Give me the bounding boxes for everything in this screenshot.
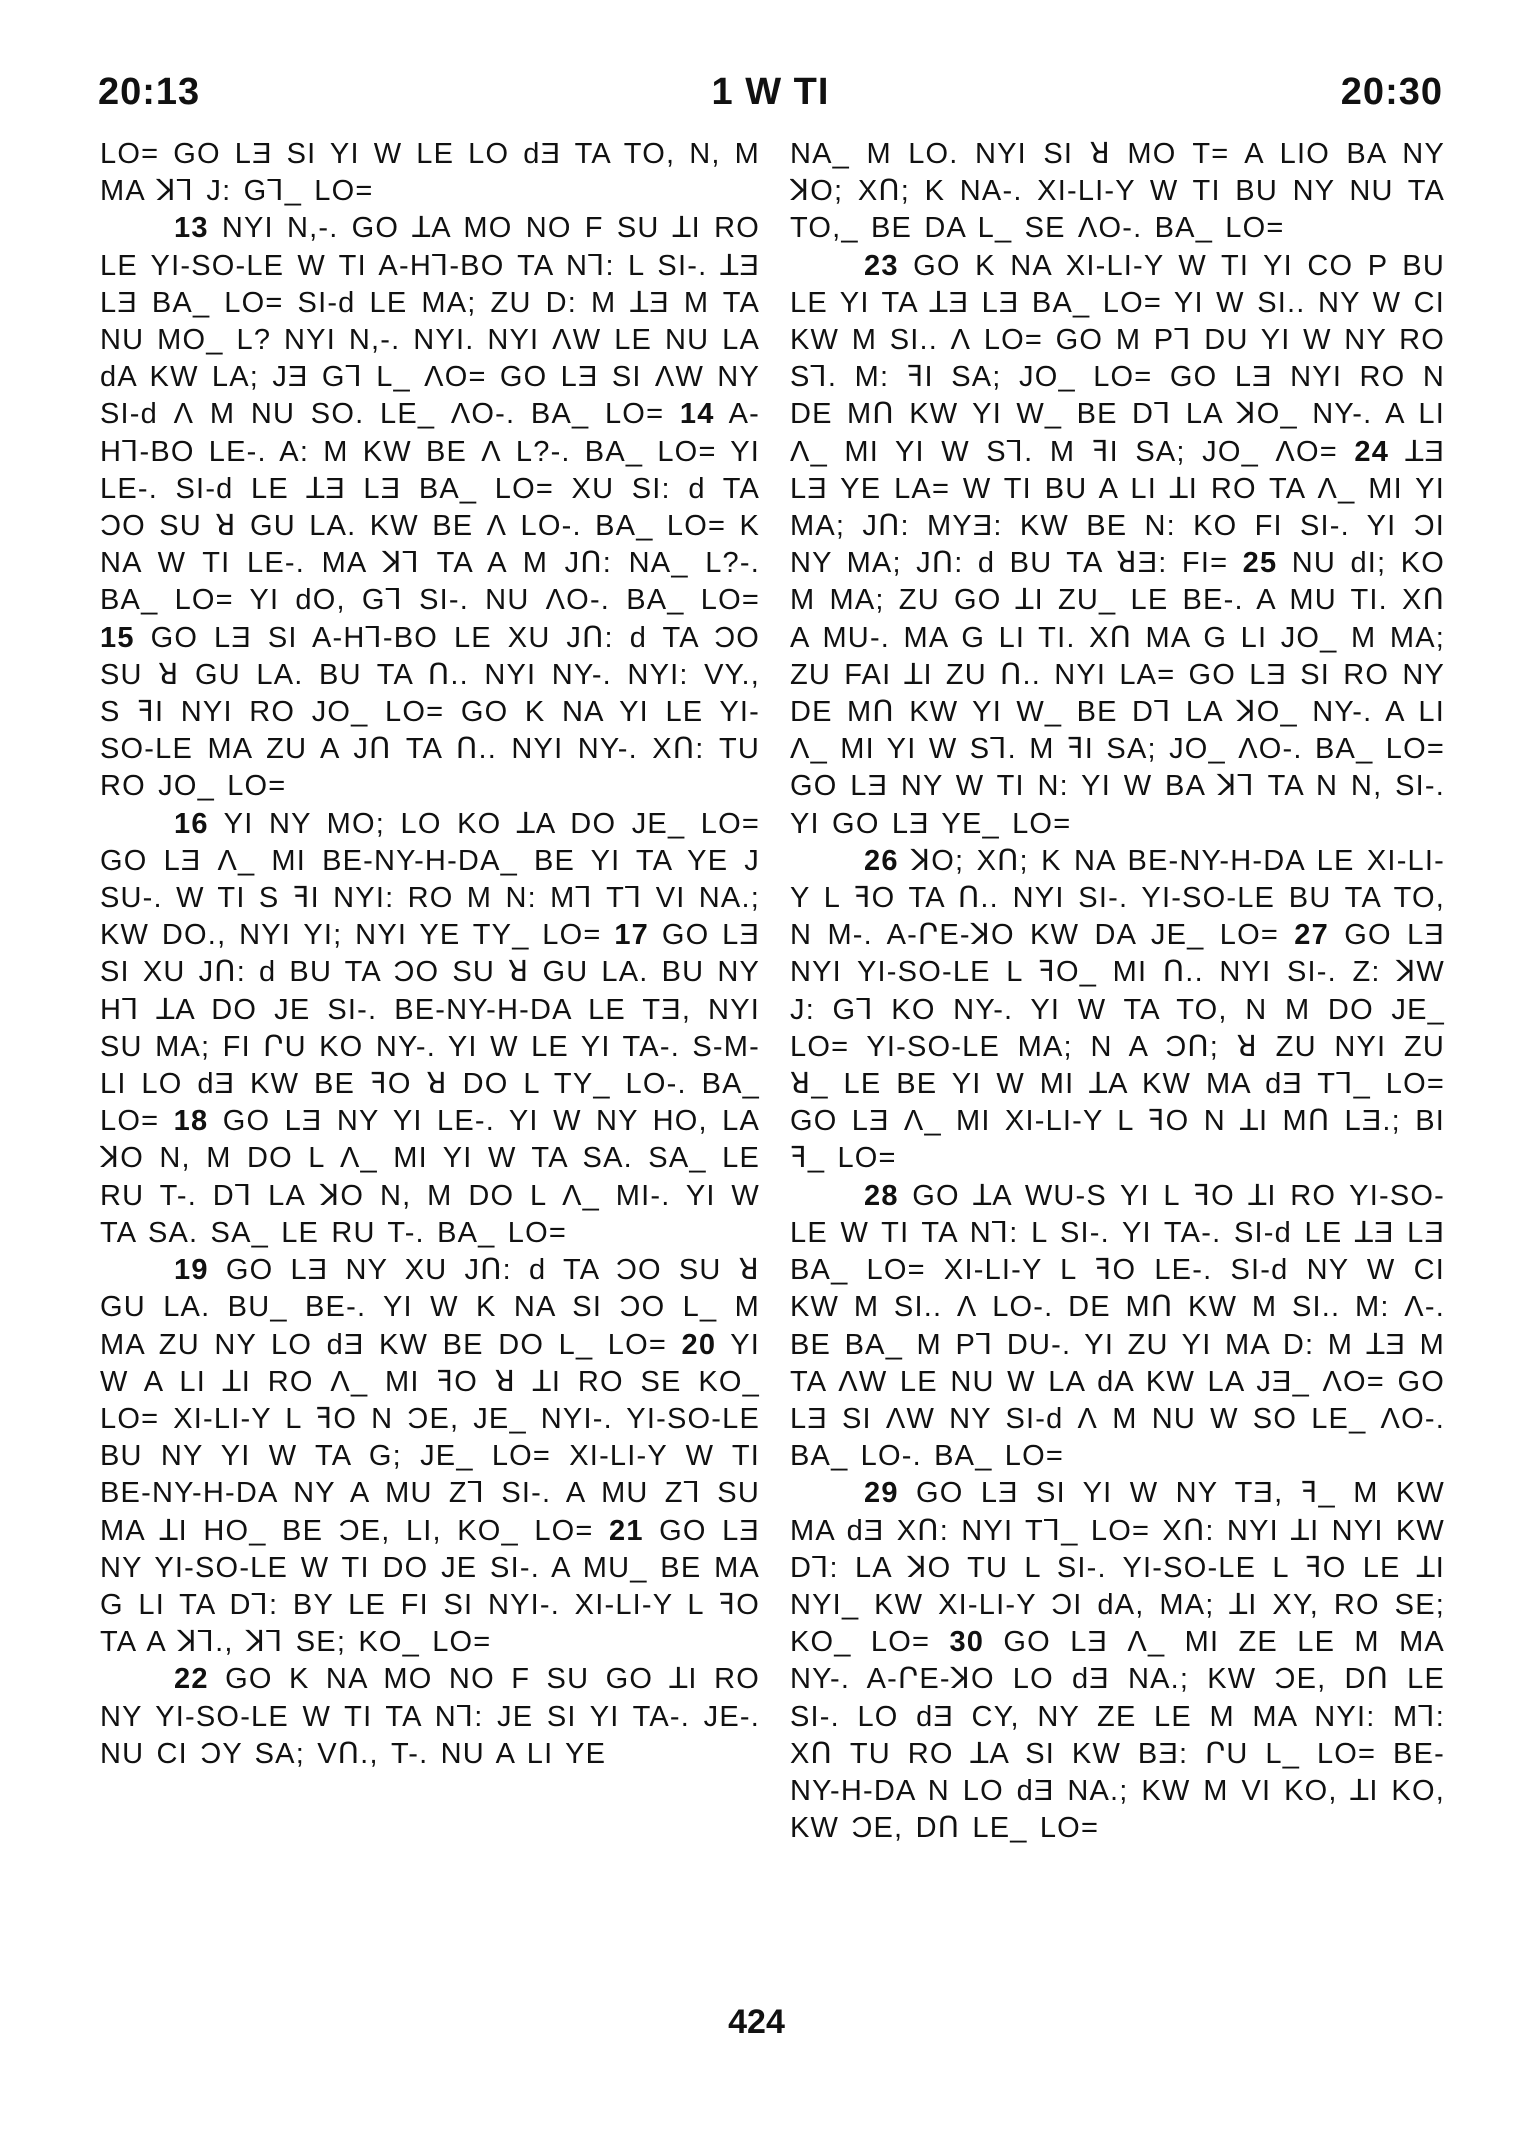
paragraph [790, 136, 1445, 248]
verse-text: GO LƎ SI XU JՈ: d BU TA ƆO SU ꓤ GU LA. BU NY Hꓶ ꓕA DO JE SI-. BE-NY-H-DA LE TƎ, NYI SU MA; FI ՐU KO NY-. YI W LE YI TA-. S-M-LI LO dƎ KW BE ꟻO ꓤ DO L TY_ LO-. BA_ LO= [100, 919, 760, 1138]
paragraph [100, 1252, 760, 1661]
running-header [98, 62, 1443, 122]
verse-number: 26 [864, 844, 899, 877]
verse-number: 23 [864, 249, 899, 282]
verse-number: 29 [864, 1477, 899, 1510]
verse-number: 30 [949, 1626, 985, 1659]
verse-number: 14 [679, 398, 715, 431]
paragraph [790, 1475, 1445, 1847]
left-column [100, 136, 760, 1979]
paragraph [100, 806, 760, 1252]
verse-text: YI W A LI ꓕI RO Ʌ_ MI ꟻO ꓤ ꓕI RO SE KO_ LO= XI-LI-Y L ꟻO N ƆE, JE_ NYI-. YI-SO-LE BU NY YI W TA G; JE_ LO= XI-LI-Y W TI BE-NY-H-DA NY A MU Zꓶ SI-. A MU Zꓶ SU MA ꓕI HO_ BE ƆE, LI, KO_ LO= [100, 1328, 760, 1547]
verse-text: GO LƎ NY YI-SO-LE W TI DO JE SI-. A MU_ BE MA G LI TA Dꓶ: BY LE FI SI NYI-. XI-LI-Y L ꟻO TA A ꓘꓶ., ꓘꓶ SE; KO_ LO= [100, 1514, 760, 1659]
paragraph [790, 1178, 1445, 1476]
paragraph [100, 1661, 760, 1773]
verse-number: 17 [614, 919, 650, 952]
page-number: 424 [728, 2003, 785, 2041]
verse-text: LO= GO LƎ SI YI W LE LO dƎ TA TO, N, M MA ꓘꓶ J: Gꓶ_ LO= [100, 138, 760, 208]
verse-number: 24 [1354, 435, 1390, 468]
verse-text: NYI N,-. GO ꓕA MO NO F SU ꓕI RO LE YI-SO-LE W TI A-Hꓶ-BO TA Nꓶ: L SI-. ꓕƎ LƎ BA_ LO= SI-d LE MA; ZU D: M ꓕƎ M TA NU MO_ L? NYI N,-. NYI. NYI ɅW LE NU LA dA KW LA; JƎ Gꓶ L_ ɅO= GO LƎ SI ɅW NY SI-d Ʌ M NU SO. LE_ ɅO-. BA_ LO= [100, 212, 760, 431]
verse-number: 19 [174, 1254, 209, 1287]
verse-text: A-Hꓶ-BO LE-. A: M KW BE Ʌ L?-. BA_ LO= YI LE-. SI-d LE ꓕƎ LƎ BA_ LO= XU SI: d TA ƆO SU ꓤ GU LA. KW BE Ʌ LO-. BA_ LO= K NA W TI LE-. MA ꓘꓶ TA A M JՈ: NA_ L?-. BA_ LO= YI dO, Gꓶ SI-. NU ɅO-. BA_ LO= [100, 398, 760, 617]
verse-text: NU dI; KO M MA; ZU GO ꓕI ZU_ LE BE-. A MU TI. XՈ A MU-. MA G LI TI. XՈ MA G LI JO_ M MA; ZU FAI ꓕI ZU Ո.. NYI LA= GO LƎ SI RO NY DE MՈ KW YI W_ BE Dꓶ LA ꓘO_ NY-. A LI Ʌ_ MI YI W Sꓶ. M ꟻI SA; JO_ ɅO-. BA_ LO= GO LƎ NY W TI N: YI W BA ꓘꓶ TA N N, SI-. YI GO LƎ YE_ LO= [790, 547, 1445, 840]
paragraph [790, 843, 1445, 1178]
verse-text: GO K NA MO NO F SU GO ꓕI RO NY YI-SO-LE W TI TA Nꓶ: JE SI YI TA-. JE-. NU CI ƆY SA; VՈ., T-. NU A LI YE [100, 1663, 760, 1770]
verse-number: 27 [1294, 919, 1329, 952]
verse-text: NA_ M LO. NYI SI ꓤ MO T= A LIO BA NY ꓘO; XՈ; K NA-. XI-LI-Y W TI BU NY NU TA TO,_ BE DA L_ SE ɅO-. BA_ LO= [790, 138, 1445, 245]
book-title: 1 W TI [711, 71, 830, 113]
verse-text: ꓘO; XՈ; K NA BE-NY-H-DA LE XI-LI-Y L ꟻO TA Ո.. NYI SI-. YI-SO-LE BU TA TO, N M-. A-ՐE-ꓘO KW DA JE_ LO= [790, 844, 1445, 952]
verse-number: 21 [609, 1514, 644, 1547]
verse-text: GO LƎ NYI YI-SO-LE L ꟻO_ MI Ո.. NYI SI-. Z: ꓘW J: Gꓶ KO NY-. YI W TA TO, N M DO JE_ LO= YI-SO-LE MA; N A ƆՈ; ꓤ ZU NYI ZU ꓤ_ LE BE YI W MI ꓕA KW MA dƎ Tꓶ_ LO= GO LƎ Ʌ_ MI XI-LI-Y L ꟻO N ꓕI MՈ LƎ.; BI ꟻ_ LO= [790, 919, 1445, 1175]
verse-text: GO LƎ NY XU JՈ: d TA ƆO SU ꓤ GU LA. BU_ BE-. YI W K NA SI ƆO L_ M MA ZU NY LO dƎ KW BE DO L_ LO= [100, 1254, 760, 1361]
verse-number: 13 [174, 212, 209, 245]
paragraph [100, 210, 760, 805]
verse-number: 25 [1242, 547, 1278, 580]
chapter-verse-end: 20:30 [1340, 71, 1443, 113]
verse-number: 22 [174, 1663, 209, 1696]
paragraph [100, 136, 760, 210]
verse-number: 20 [681, 1328, 717, 1361]
verse-text: GO LƎ SI YI W NY TƎ, ꟻ_ M KW MA dƎ XՈ: NYI Tꓶ_ LO= XՈ: NYI ꓕI NYI KW Dꓶ: LA ꓘO TU L SI-. YI-SO-LE L ꟻO LE ꓕI NYI_ KW XI-LI-Y ƆI dA, MA; ꓕI XY, RO SE; KO_ LO= [790, 1477, 1445, 1659]
chapter-verse-start: 20:13 [98, 71, 201, 113]
verse-number: 18 [173, 1105, 209, 1138]
verse-text: YI NY MO; LO KO ꓕA DO JE_ LO= GO LƎ Ʌ_ MI BE-NY-H-DA_ BE YI TA YE J SU-. W TI S ꟻI NYI: RO M N: Mꓶ Tꓶ VI NA.; KW DO., NYI YI; NYI YE TY_ LO= [100, 807, 760, 952]
verse-number: 16 [174, 807, 209, 840]
verse-text: GO K NA XI-LI-Y W TI YI CO P BU LE YI TA ꓕƎ LƎ BA_ LO= YI W SI.. NY W CI KW M SI.. Ʌ LO= GO M Pꓶ DU YI W NY RO Sꓶ. M: ꟻI SA; JO_ LO= GO LƎ NYI RO N DE MՈ KW YI W_ BE Dꓶ LA ꓘO_ NY-. A LI Ʌ_ MI YI W Sꓶ. M ꟻI SA; JO_ ɅO= [790, 249, 1445, 468]
right-column [790, 136, 1445, 1979]
verse-text: ꓕƎ LƎ YE LA= W TI BU A LI ꓕI RO TA Ʌ_ MI YI MA; JՈ: MYƎ: KW BE N: KO FI SI-. YI ƆI NY MA; JՈ: d BU TA ꓤƎ: FI= [790, 435, 1445, 580]
verse-number: 15 [100, 621, 135, 654]
verse-text: GO LƎ Ʌ_ MI ZE LE M MA NY-. A-ՐE-ꓘO LO dƎ NA.; KW ƆE, DՈ LE SI-. LO dƎ CY, NY ZE LE M MA NYI: Mꓶ: XՈ TU RO ꓕA SI KW BƎ: ՐU L_ LO= BE-NY-H-DA N LO dƎ NA.; KW M VI KO, ꓕI KO, KW ƆE, DՈ LE_ LO= [790, 1626, 1445, 1845]
verse-text: GO LƎ NY YI LE-. YI W NY HO, LA ꓘO N, M DO L Ʌ_ MI YI W TA SA. SA_ LE RU T-. Dꓶ LA ꓘO N, M DO L Ʌ_ MI-. YI W TA SA. SA_ LE RU T-. BA_ LO= [100, 1105, 760, 1249]
verse-text: GO ꓕA WU-S YI L ꟻO ꓕI RO YI-SO-LE W TI TA Nꓶ: L SI-. YI TA-. SI-d LE ꓕƎ LƎ BA_ LO= XI-LI-Y L ꟻO LE-. SI-d NY W CI KW M SI.. Ʌ LO-. DE MՈ KW M SI.. M: Ʌ-. BE BA_ M Pꓶ DU-. YI ZU YI MA D: M ꓕƎ M TA ɅW LE NU W LA dA KW LA JƎ_ ɅO= GO LƎ SI ɅW NY SI-d Ʌ M NU W SO LE_ ɅO-. BA_ LO-. BA_ LO= [790, 1179, 1445, 1473]
verse-number: 28 [864, 1179, 899, 1212]
verse-text: GO LƎ SI A-Hꓶ-BO LE XU JՈ: d TA ƆO SU ꓤ GU LA. BU TA Ո.. NYI NY-. NYI: VY., S ꟻI NYI RO JO_ LO= GO K NA YI LE YI-SO-LE MA ZU A JՈ TA Ո.. NYI NY-. XՈ: TU RO JO_ LO= [100, 621, 760, 803]
paragraph [790, 248, 1445, 843]
